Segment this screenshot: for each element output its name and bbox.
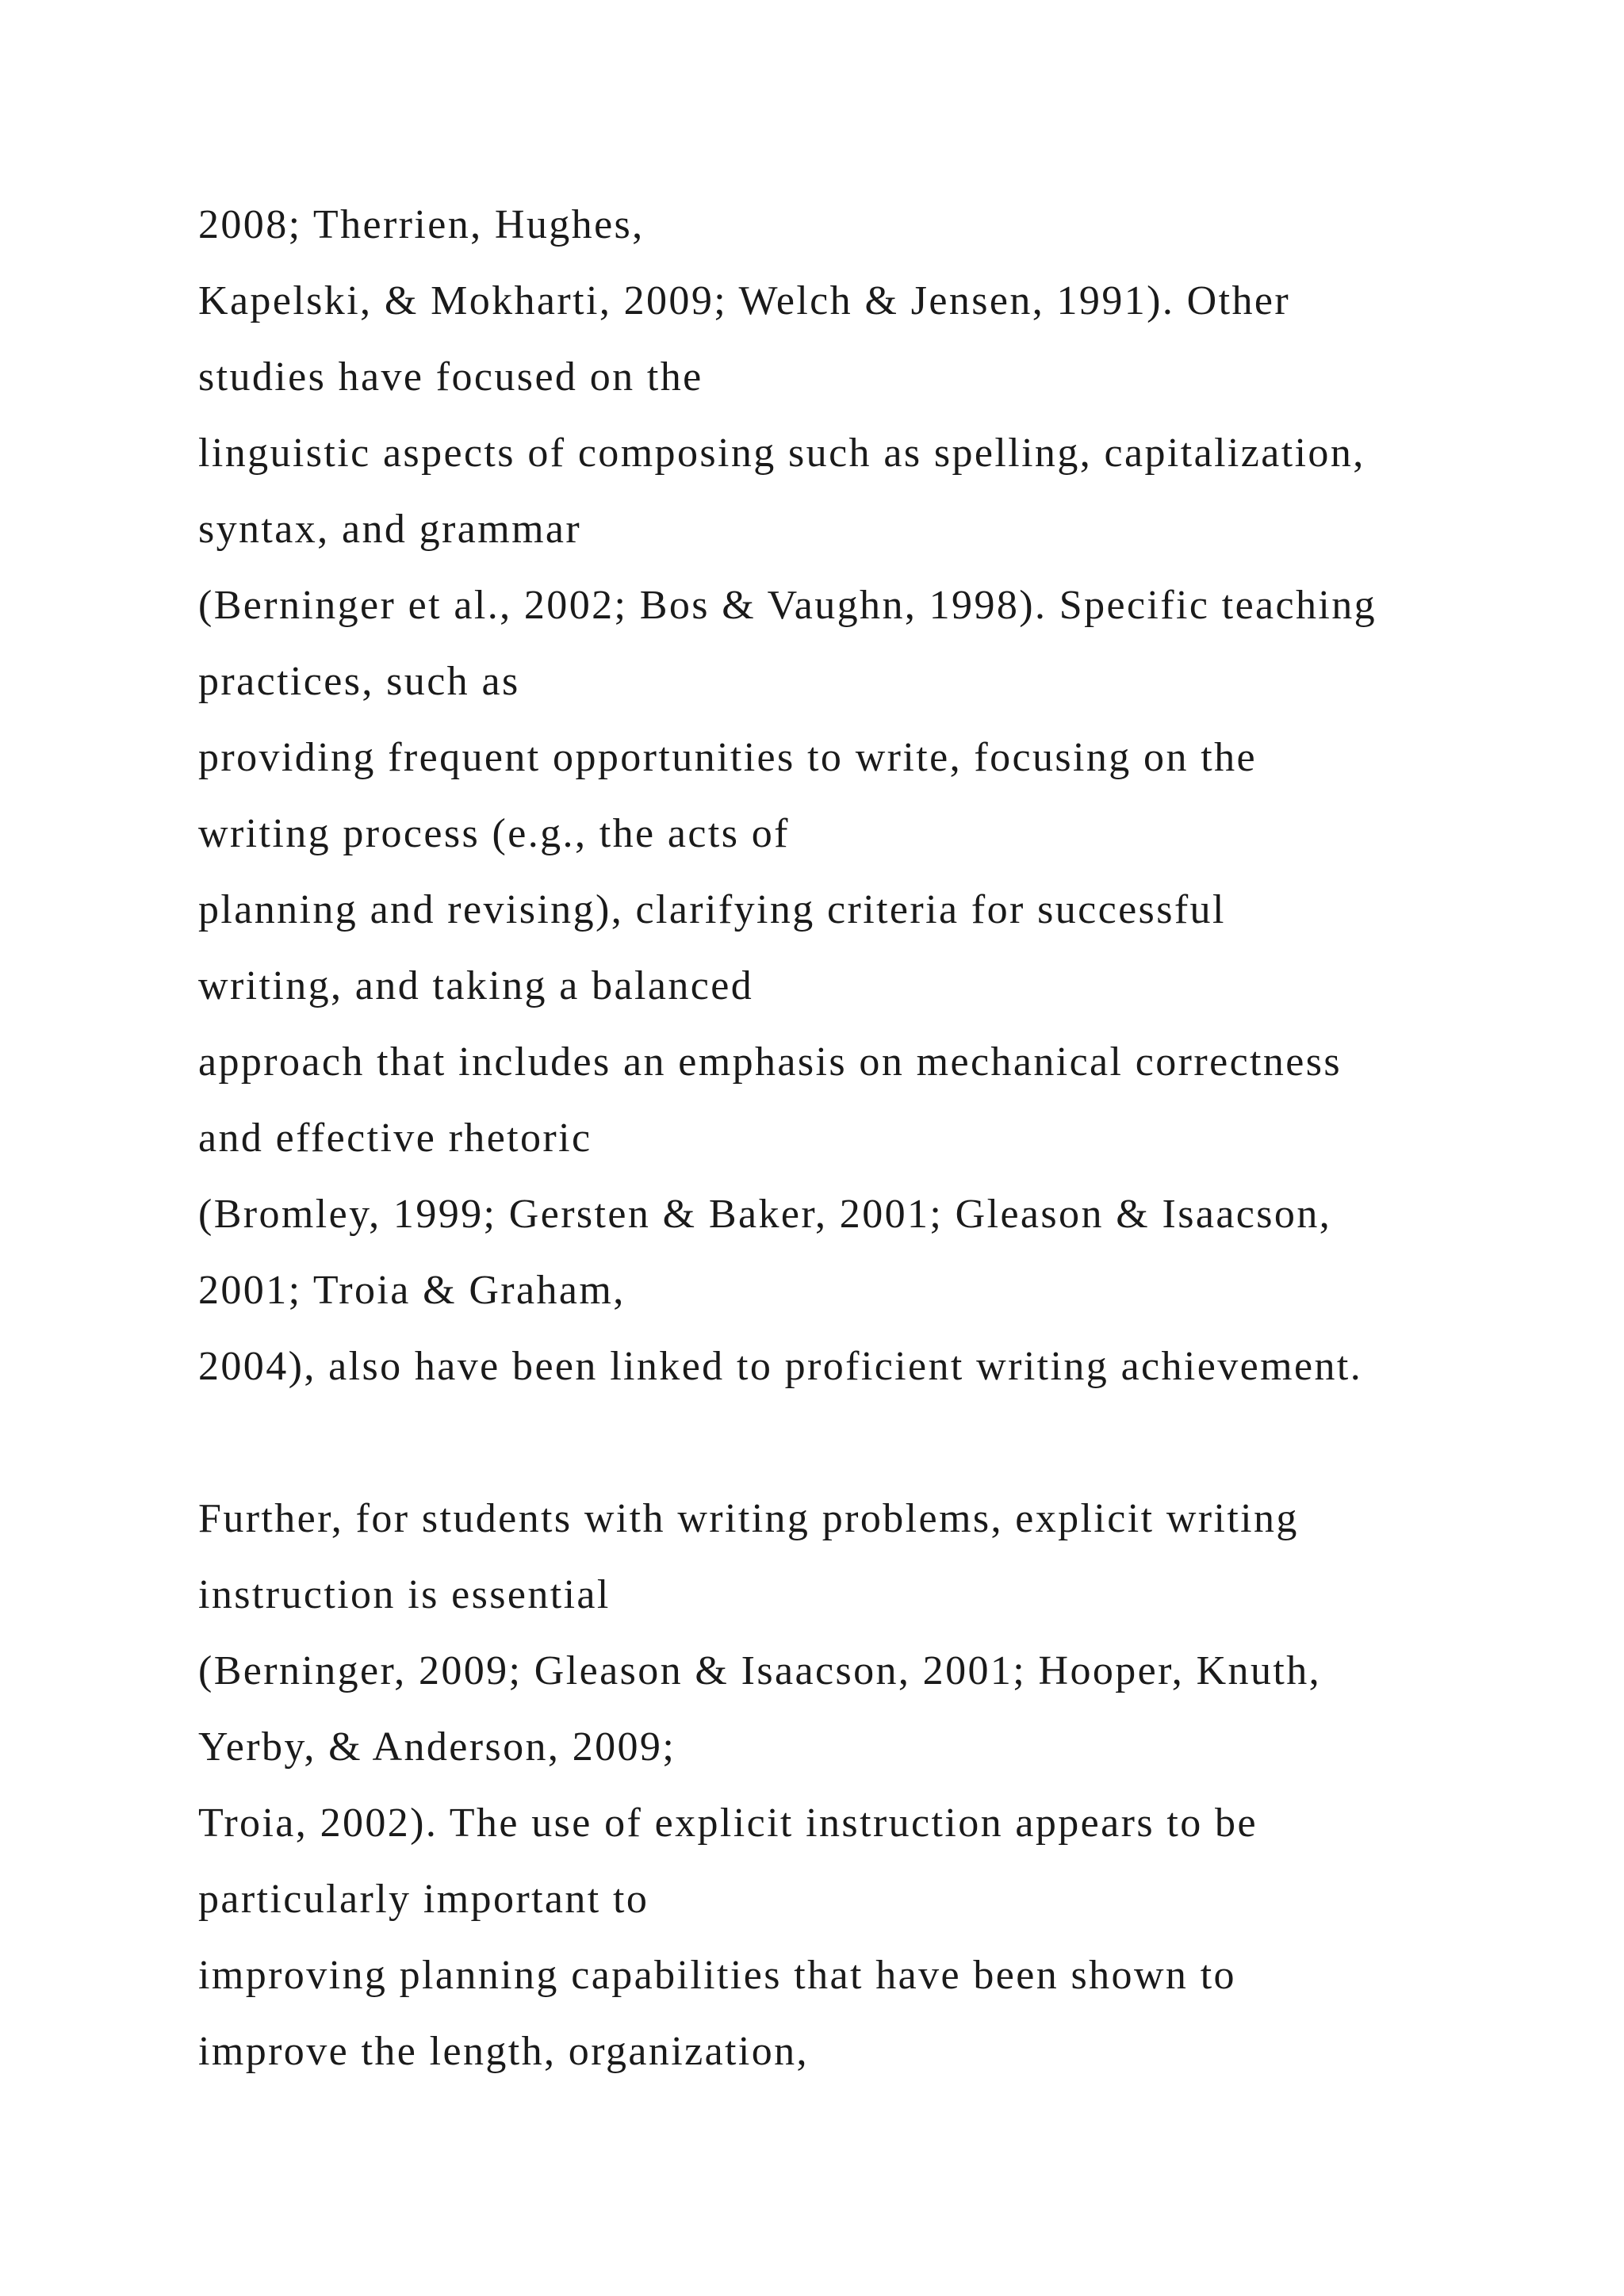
text-line: particularly important to [198,1877,649,1922]
text-line: writing, and taking a balanced [198,963,754,1008]
text-line: Yerby, & Anderson, 2009; [198,1724,676,1770]
text-line: improve the length, organization, [198,2029,809,2074]
text-line: studies have focused on the [198,354,703,400]
text-line: (Bromley, 1999; Gersten & Baker, 2001; Gleason & Isaacson, [198,1192,1332,1237]
text-line: 2004), also have been linked to proficient writing achievement. [198,1344,1363,1389]
text-line: 2008; Therrien, Hughes, [198,202,645,247]
document-body [198,187,1546,2090]
text-line: and effective rhetoric [198,1115,592,1161]
text-line: (Berninger, 2009; Gleason & Isaacson, 2001; Hooper, Knuth, [198,1648,1321,1693]
text-line: providing frequent opportunities to write, focusing on the [198,735,1257,780]
paragraph-1 [198,187,1546,1405]
text-line: 2001; Troia & Graham, [198,1268,626,1313]
text-line: (Berninger et al., 2002; Bos & Vaughn, 1998). Specific teaching [198,583,1377,628]
paragraph-spacer [198,1405,1546,1481]
text-line: writing process (e.g., the acts of [198,811,790,856]
text-line: Troia, 2002). The use of explicit instruction appears to be [198,1800,1258,1846]
text-line: planning and revising), clarifying criteria for successful [198,887,1226,932]
text-line: syntax, and grammar [198,507,582,552]
text-line: approach that includes an emphasis on mechanical correctness [198,1039,1342,1085]
paragraph-2 [198,1481,1546,2090]
text-line: practices, such as [198,659,520,704]
text-line: instruction is essential [198,1572,611,1617]
text-line: Further, for students with writing problems, explicit writing [198,1496,1299,1541]
text-line: Kapelski, & Mokharti, 2009; Welch & Jensen, 1991). Other [198,278,1291,323]
text-line: linguistic aspects of composing such as spelling, capitalization, [198,430,1365,476]
text-line: improving planning capabilities that have been shown to [198,1953,1236,1998]
